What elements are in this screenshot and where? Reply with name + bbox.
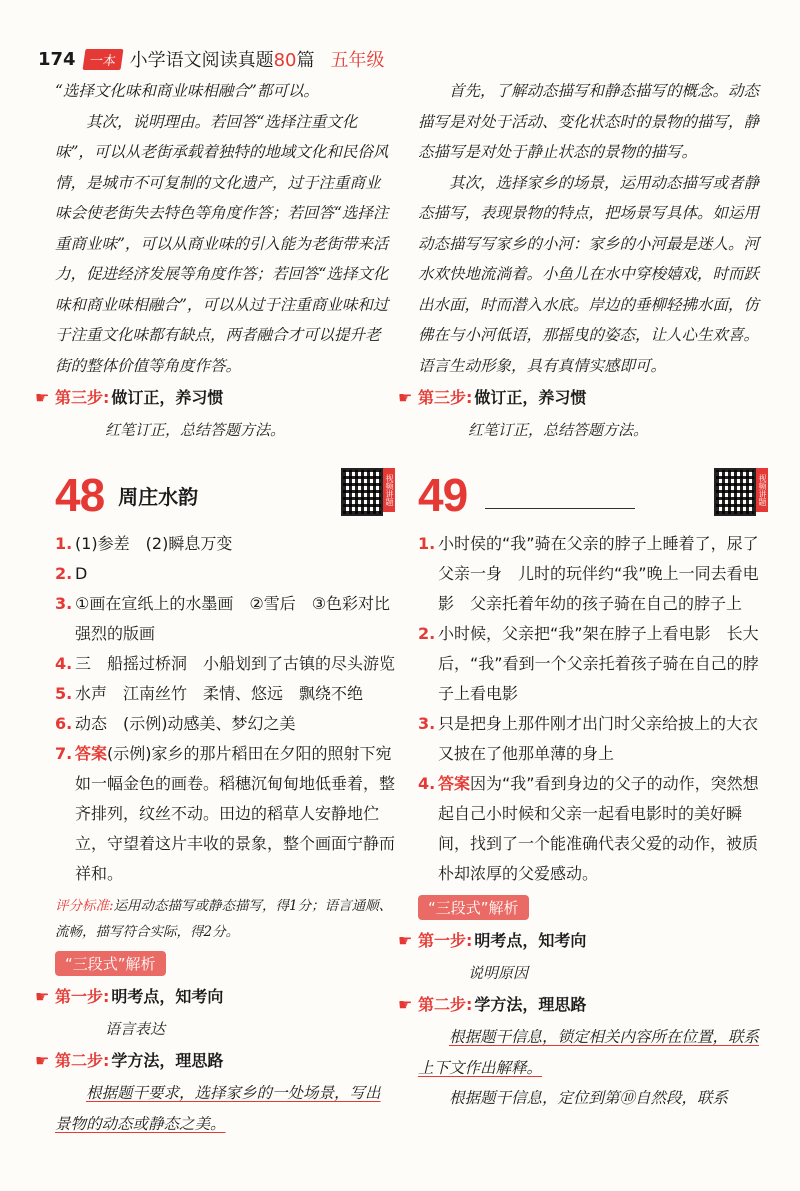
- right-column: [398, 76, 768, 1114]
- scoring-criteria: 评分标准:运用动态描写或静态描写，得1分；语言通顺、流畅，描写符合实际，得2分。: [55, 898, 393, 940]
- brand-logo: 一本: [82, 49, 123, 70]
- title-blank-line: [485, 482, 635, 509]
- step2-text: 根据题干要求，选择家乡的一处场景，写出景物的动态或静态之美。: [55, 1084, 381, 1133]
- concept-text: 首先，了解动态描写和静态描写的概念。动态描写是对处于活动、变化状态时的景物的描写，静态描写是对处于静止状态的景物的描写。: [418, 82, 760, 161]
- left-column: [35, 76, 396, 1139]
- step3-text: 红笔订正，总结答题方法。: [105, 421, 286, 439]
- grade-label: 五年级: [330, 50, 385, 71]
- section-49-header: [418, 461, 768, 529]
- continuation-text: 根据题干信息，定位到第⑩自然段，联系: [449, 1089, 729, 1107]
- page-number: 174: [38, 48, 76, 70]
- answer-item: 6. 动态 (示例)动感美、梦幻之美: [55, 714, 296, 733]
- answer-item: 2. D: [55, 564, 88, 583]
- step2-heading: ☛ 第二步: 学方法，理思路: [55, 1046, 395, 1076]
- example-text: 其次，选择家乡的场景，运用动态描写或者静态描写，表现景物的特点，把场景写具体。如运用动态描写写家乡的小河：家乡的小河最是迷人。河水欢快地流淌着。小鱼儿在水中穿梭嬉戏，时而跃出水面，时而潜入水底。岸边的垂柳轻拂水面，仿佛在与小河低语，那摇曳的姿态，让人心生欢喜。语言生动形象，具有真情实感即可。: [418, 173, 760, 375]
- analysis-badge: “三段式”解析: [418, 895, 529, 920]
- answer-item: 5. 水声 江南丝竹 柔情、悠远 飘绕不绝: [55, 684, 364, 703]
- reason-text: 其次，说明理由。若回答“选择注重文化味”，可以从老街承载着独特的地域文化和民俗风情，是城市不可复制的文化遗产，过于注重商业味会使老街失去特色等角度作答；若回答“选择注重商业味”，可以从商业味的引入能为老街带来活力，促进经济发展等角度作答；若回答“选择文化味和商业味相融合”，可以从过于注重商业味和过于注重文化味都有缺点，两者融合才可以提升老街的整体价值等角度作答。: [55, 112, 389, 375]
- answer-item: 4. 三 船摇过桥洞 小船划到了古镇的尽头游览: [55, 654, 396, 673]
- answer-item-4: 4. 答案因为“我”看到身边的父子的动作，突然想起自己小时候和父亲一起看电影时的美好瞬间，找到了一个能准确代表父爱的动作，被质朴却浓厚的父爱感动。: [418, 774, 759, 883]
- qr-code[interactable]: [341, 468, 395, 522]
- step3-heading: ☛ 第三步: 做订正，养习惯: [418, 383, 768, 413]
- section-48-header: [55, 461, 395, 529]
- book-title: 小学语文阅读真题80篇: [129, 50, 315, 71]
- step1-heading: ☛ 第一步: 明考点，知考向: [55, 982, 395, 1012]
- step1-text: 语言表达: [105, 1020, 166, 1038]
- answer-item-7: 7. 答案(示例)家乡的那片稻田在夕阳的照射下宛如一幅金色的画卷。稻穗沉甸甸地低垂着，整齐排列，纹丝不动。田边的稻草人安静地伫立，守望着这片丰收的景象，整个画面宁静而祥和。: [55, 744, 396, 883]
- answer-item: 1. 小时侯的“我”骑在父亲的脖子上睡着了，尿了父亲一身 儿时的玩伴约“我”晚上一同去看电影 父亲托着年幼的孩子骑在自己的脖子上: [418, 534, 759, 613]
- answer-item: 3. ①画在宣纸上的水墨画 ②雪后 ③色彩对比强烈的版画: [55, 594, 391, 643]
- step3-text: 红笔订正，总结答题方法。: [468, 421, 649, 439]
- section-number: 49: [418, 469, 468, 521]
- answer-item: 1. (1)参差 (2)瞬息万变: [55, 534, 233, 553]
- hand-pointer-icon: ☛: [35, 987, 50, 1006]
- answer-item: 3. 只是把身上那件刚才出门时父亲给披上的大衣又披在了他那单薄的身上: [418, 714, 759, 763]
- qr-code-icon: [341, 468, 383, 516]
- video-tag: 视频讲题: [756, 468, 768, 512]
- answer-list-48: [55, 529, 395, 889]
- hand-pointer-icon: ☛: [398, 995, 413, 1014]
- intro-text: “选择文化味和商业味相融合”都可以。: [55, 82, 319, 100]
- page-header: [38, 46, 385, 72]
- qr-code-icon: [714, 468, 756, 516]
- hand-pointer-icon: ☛: [398, 931, 413, 950]
- step1-text: 说明原因: [468, 964, 529, 982]
- analysis-badge: “三段式”解析: [55, 951, 166, 976]
- qr-code[interactable]: [714, 468, 768, 522]
- answer-item: 2. 小时候，父亲把“我”架在脖子上看电影 长大后，“我”看到一个父亲托着孩子骑在自己的脖子上看电影: [418, 624, 759, 703]
- step1-heading: ☛ 第一步: 明考点，知考向: [418, 926, 768, 956]
- hand-pointer-icon: ☛: [35, 1051, 50, 1070]
- step3-heading: ☛ 第三步: 做订正，养习惯: [55, 383, 395, 413]
- step2-text: 根据题干信息，锁定相关内容所在位置，联系上下文作出解释。: [418, 1028, 760, 1077]
- answer-list-49: [418, 529, 768, 889]
- hand-pointer-icon: ☛: [35, 388, 50, 407]
- step2-heading: ☛ 第二步: 学方法，理思路: [418, 990, 768, 1020]
- video-tag: 视频讲题: [383, 468, 395, 512]
- section-number: 48: [55, 469, 105, 521]
- section-title: 周庄水韵: [118, 484, 199, 509]
- hand-pointer-icon: ☛: [398, 388, 413, 407]
